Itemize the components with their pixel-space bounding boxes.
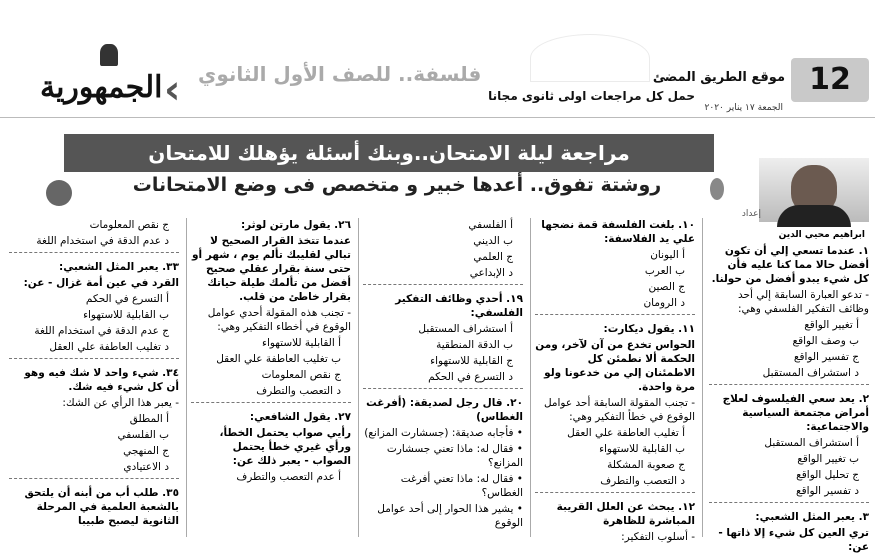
main-headline: مراجعة ليلة الامتحان..وبنك أسئلة يؤهلك للامتحان <box>64 134 714 172</box>
separator <box>535 492 695 496</box>
option: ب العرب <box>644 265 685 277</box>
column-3 <box>363 218 523 537</box>
separator <box>709 502 869 506</box>
question-20: ٢٠. قال رجل لصديقة: (أفرغت الغطاس) <box>366 397 523 423</box>
question-11-quote: الحواس تخدع من آن لآخر، ومن الحكمة ألا نطمئن كل الاطمئنان إلي من خدعونا ولو مرة واحدة. <box>535 339 695 393</box>
option: أ تغيير الواقع <box>804 319 859 331</box>
question-35: ٣٥. طلب أب من أبنه أن يلتحق بالشعبة العلمية في المرحلة الثانوية ليصبح طبيبا <box>24 487 179 527</box>
dialogue-line: • فقال له: ماذا تعني جسشارت المزانع؟ <box>386 443 523 469</box>
question-27: ٢٧. يقول الشافعي: <box>249 411 351 423</box>
option: ب وصف الواقع <box>792 335 859 347</box>
option: د الإبداعي <box>469 267 513 279</box>
option: ج تحليل الواقع <box>796 469 859 481</box>
header-divider <box>0 117 875 118</box>
option: ب الدقة المنطقية <box>436 339 513 351</box>
option: ج المنهجي <box>123 445 169 457</box>
question-26-hint: - تجنب هذه المقولة أحدي عوامل الوقوع في أخطاء التفكير وهي: <box>207 307 351 333</box>
question-3: ٣. يعبر المثل الشعبي: <box>755 511 869 523</box>
separator <box>709 384 869 388</box>
column-divider <box>530 218 531 537</box>
separator <box>9 358 179 362</box>
option: أ الفلسفي <box>468 219 513 231</box>
option: د عدم الدقة في استخدام اللغة <box>36 235 169 247</box>
option: ب القابلية للاستهواء <box>83 309 169 321</box>
option: ب تغيير الواقع <box>797 453 859 465</box>
option: د التسرع في الحكم <box>428 371 513 383</box>
page-number: 12 <box>791 58 869 102</box>
option: أ المطلق <box>129 413 169 425</box>
option: د استشراف المستقبل <box>762 367 859 379</box>
option: ج نقص المعلومات <box>89 219 169 231</box>
column-5 <box>9 218 179 537</box>
option: د التعصب والتطرف <box>600 475 685 487</box>
separator <box>191 402 351 406</box>
option: ج عدم الدقة في استخدام اللغة <box>34 325 169 337</box>
separator <box>9 252 179 256</box>
option: ب الديني <box>473 235 513 247</box>
separator <box>9 478 179 482</box>
option: د تغليب العاطفة علي العقل <box>49 341 169 353</box>
newspaper-logo: الجمهورية <box>40 70 163 105</box>
option: ج نقص المعلومات <box>261 369 341 381</box>
question-26: ٢٦. يقول مارتن لوثر: <box>240 219 351 231</box>
question-34-hint: - يعبر هذا الرأي عن الشك: <box>62 397 179 409</box>
option: ب الفلسفي <box>117 429 169 441</box>
ministry-seal-watermark <box>530 34 650 82</box>
option: ج القابلية للاستهواء <box>430 355 513 367</box>
separator <box>363 388 523 392</box>
option: ج الصين <box>648 281 685 293</box>
question-11-hint: - تجنب المقولة السابقة أحد عوامل الوقوع في خطأ التفكير وهي: <box>543 397 695 423</box>
dialogue-line: • فأجابه صديقة: (جسشارت المزانع) <box>364 427 523 439</box>
bullet-icon-left <box>46 180 72 206</box>
option: أ عدم التعصب والتطرف <box>236 471 341 483</box>
question-26-quote: عندما تتخذ القرار الصحيح لا تبالي لقليبك تألم يوم ، شهر أو حتى سنة بقرار عقلي صحيح أفضل من تألمك طيلة حياتك بقرار خاطئ من قلب. <box>192 235 351 303</box>
free-download-link[interactable]: حمل كل مراجعات اولى ثانوى مجانا <box>488 89 695 103</box>
question-3-line: تري العين كل شيء إلا ذاتها - عن: <box>718 527 869 553</box>
question-19: ١٩. أحدي وظائف التفكير الفلسفي: <box>395 293 523 319</box>
question-12-line: - أسلوب التفكير: <box>621 531 695 543</box>
subject-title: فلسفة.. للصف الأول الثانوي <box>198 62 482 86</box>
option: أ القابلية للاستهواء <box>262 337 341 349</box>
eagle-logo-icon <box>100 44 118 66</box>
author-name: ابراهيم محيي الدين <box>778 230 865 240</box>
option: د التعصب والتطرف <box>256 385 341 397</box>
question-1: ١. عندما تسعي إلي أن تكون أفضل حالا مما كنا عليه فأن كل شيء يبدو أفضل من حولنا. <box>711 245 869 285</box>
option: أ التسرع في الحكم <box>85 293 169 305</box>
option: أ تغليب العاطفة علي العقل <box>567 427 685 439</box>
option: ج العلمي <box>473 251 513 263</box>
question-33: ٣٣. يعبر المثل الشعبي: <box>59 261 179 273</box>
question-2: ٢. يعد سعي الفيلسوف لعلاج أمراض مجتمعة السياسية والاجتماعية: <box>722 393 869 433</box>
bullet-icon <box>710 178 724 200</box>
option: ج تفسير الواقع <box>793 351 859 363</box>
option: أ استشراف المستقبل <box>418 323 513 335</box>
column-4 <box>191 218 351 537</box>
question-20-hint: • يشير هذا الحوار إلى أحد عوامل الوقوع <box>377 503 523 529</box>
option: د تفسير الواقع <box>796 485 859 497</box>
column-divider <box>358 218 359 537</box>
option: أ استشراف المستقبل <box>764 437 859 449</box>
column-2 <box>535 218 695 543</box>
question-27-quote: رأيي صواب يحتمل الخطأ، ورأي غيري خطأ يحتمل الصواب - يعبر ذلك عن: <box>219 427 351 467</box>
option: أ اليونان <box>650 249 685 261</box>
option: ج صعوبة المشكلة <box>607 459 685 471</box>
question-11: ١١. يقول ديكارت: <box>603 323 695 335</box>
column-divider <box>702 218 703 537</box>
question-1-hint: - تدعو العبارة السابقة إلي أحد وظائف التفكير الفلسفي وهي: <box>737 289 869 315</box>
question-33-quote: القرد في عين أمة غزال - عن: <box>23 277 179 289</box>
question-34: ٣٤. شيء واحد لا شك فيه وهو أن كل شيء فيه شك. <box>24 367 179 393</box>
site-name[interactable]: موقع الطريق المضئ <box>652 70 785 85</box>
issue-date: الجمعة ١٧ يناير ٢٠٢٠ <box>704 103 783 113</box>
sub-headline: روشتة تفوق.. أعدها خبير و متخصص فى وضع الامتحانات <box>132 174 662 196</box>
option: د الاعتيادي <box>123 461 169 473</box>
option: ب تغليب العاطفة علي العقل <box>216 353 341 365</box>
prepared-by-label: إعداد <box>741 209 761 219</box>
question-10: ١٠. بلغت الفلسفة قمة نضجها علي يد الفلاسفة: <box>541 219 695 245</box>
chevron-left-icon: ‹ <box>164 67 181 113</box>
column-1 <box>709 244 869 553</box>
option: ب القابلية للاستهواء <box>599 443 685 455</box>
column-divider <box>186 218 187 537</box>
option: د الرومان <box>643 297 685 309</box>
separator <box>363 284 523 288</box>
author-suit <box>777 205 851 227</box>
dialogue-line: • فقال له: ماذا تعني أفرغت الغطاس؟ <box>400 473 523 499</box>
question-12: ١٢. يبحث عن العلل القريبة المباشرة للظاهرة <box>556 501 695 527</box>
separator <box>535 314 695 318</box>
